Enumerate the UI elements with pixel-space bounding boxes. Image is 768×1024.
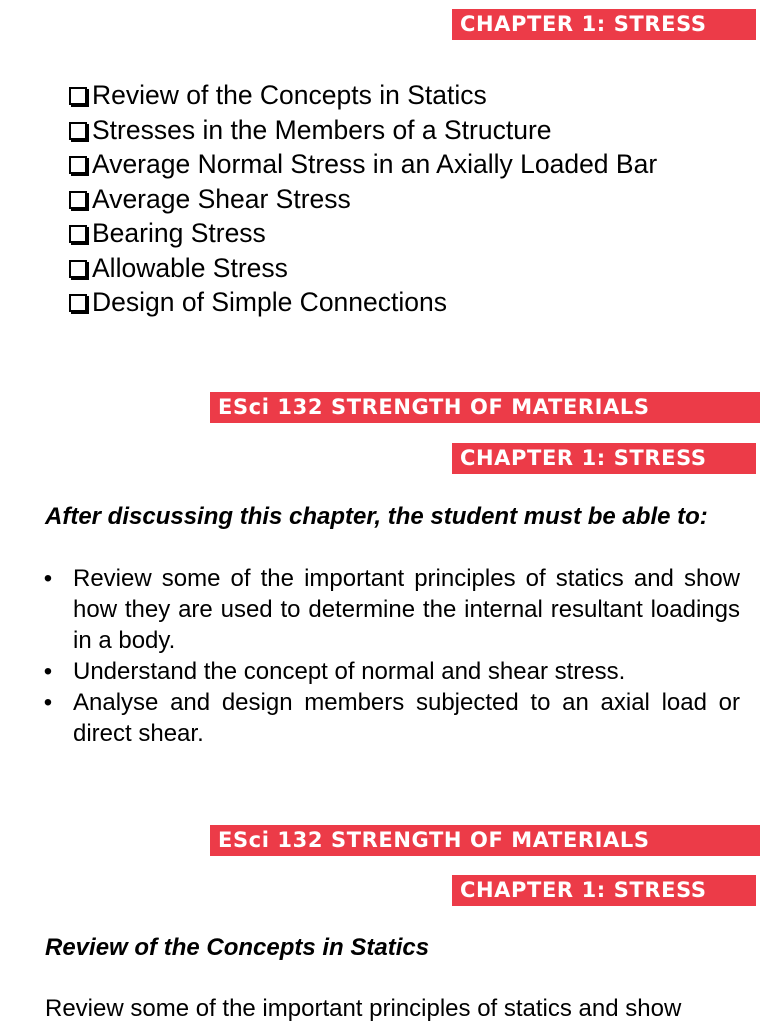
objective-text: Review some of the important principles of statics and show how they are used to determine the internal resultant loadings in a body.: [73, 565, 740, 654]
topic-item: [69, 182, 657, 217]
section-heading: Review of the Concepts in Statics: [45, 934, 430, 961]
chapter-banner: CHAPTER 1: STRESS: [452, 443, 756, 474]
topic-list: [69, 78, 657, 320]
chapter-banner: CHAPTER 1: STRESS: [452, 9, 756, 40]
objective-text: Analyse and design members subjected to an axial load or direct shear.: [73, 689, 740, 747]
topic-item: [69, 216, 657, 251]
topic-label: Design of Simple Connections: [92, 287, 447, 317]
topic-label: Bearing Stress: [92, 218, 266, 248]
bullet-icon: •: [43, 689, 53, 716]
course-banner: ESci 132 STRENGTH OF MATERIALS: [210, 392, 760, 423]
topic-item: [69, 113, 657, 148]
objectives-intro: After discussing this chapter, the student must be able to:: [45, 503, 708, 530]
objective-item: [38, 656, 740, 687]
topic-item: [69, 251, 657, 286]
checkbox-icon: [69, 260, 87, 278]
topic-label: Allowable Stress: [92, 252, 288, 283]
objective-text: Understand the concept of normal and shear stress.: [73, 658, 626, 685]
bullet-icon: •: [43, 565, 53, 592]
chapter-banner: CHAPTER 1: STRESS: [452, 875, 756, 906]
topic-item: [69, 78, 657, 113]
checkbox-icon: [69, 87, 87, 105]
objectives-list: [38, 563, 740, 749]
checkbox-icon: [69, 191, 87, 209]
course-banner: ESci 132 STRENGTH OF MATERIALS: [210, 825, 760, 856]
checkbox-icon: [69, 294, 87, 312]
topic-label: Review of the Concepts in Statics: [92, 80, 487, 110]
topic-label: Stresses in the Members of a Structure: [92, 114, 552, 145]
topic-label: Average Shear Stress: [92, 183, 351, 214]
topic-label: Average Normal Stress in an Axially Loaded Bar: [92, 149, 658, 179]
section-body: Review some of the important principles of statics and show: [45, 995, 682, 1022]
bullet-icon: •: [43, 658, 53, 685]
topic-item: [69, 147, 657, 182]
checkbox-icon: [69, 225, 87, 243]
checkbox-icon: [69, 156, 87, 174]
objective-item: [38, 687, 740, 749]
topic-item: [69, 285, 657, 320]
objective-item: [38, 563, 740, 656]
checkbox-icon: [69, 122, 87, 140]
